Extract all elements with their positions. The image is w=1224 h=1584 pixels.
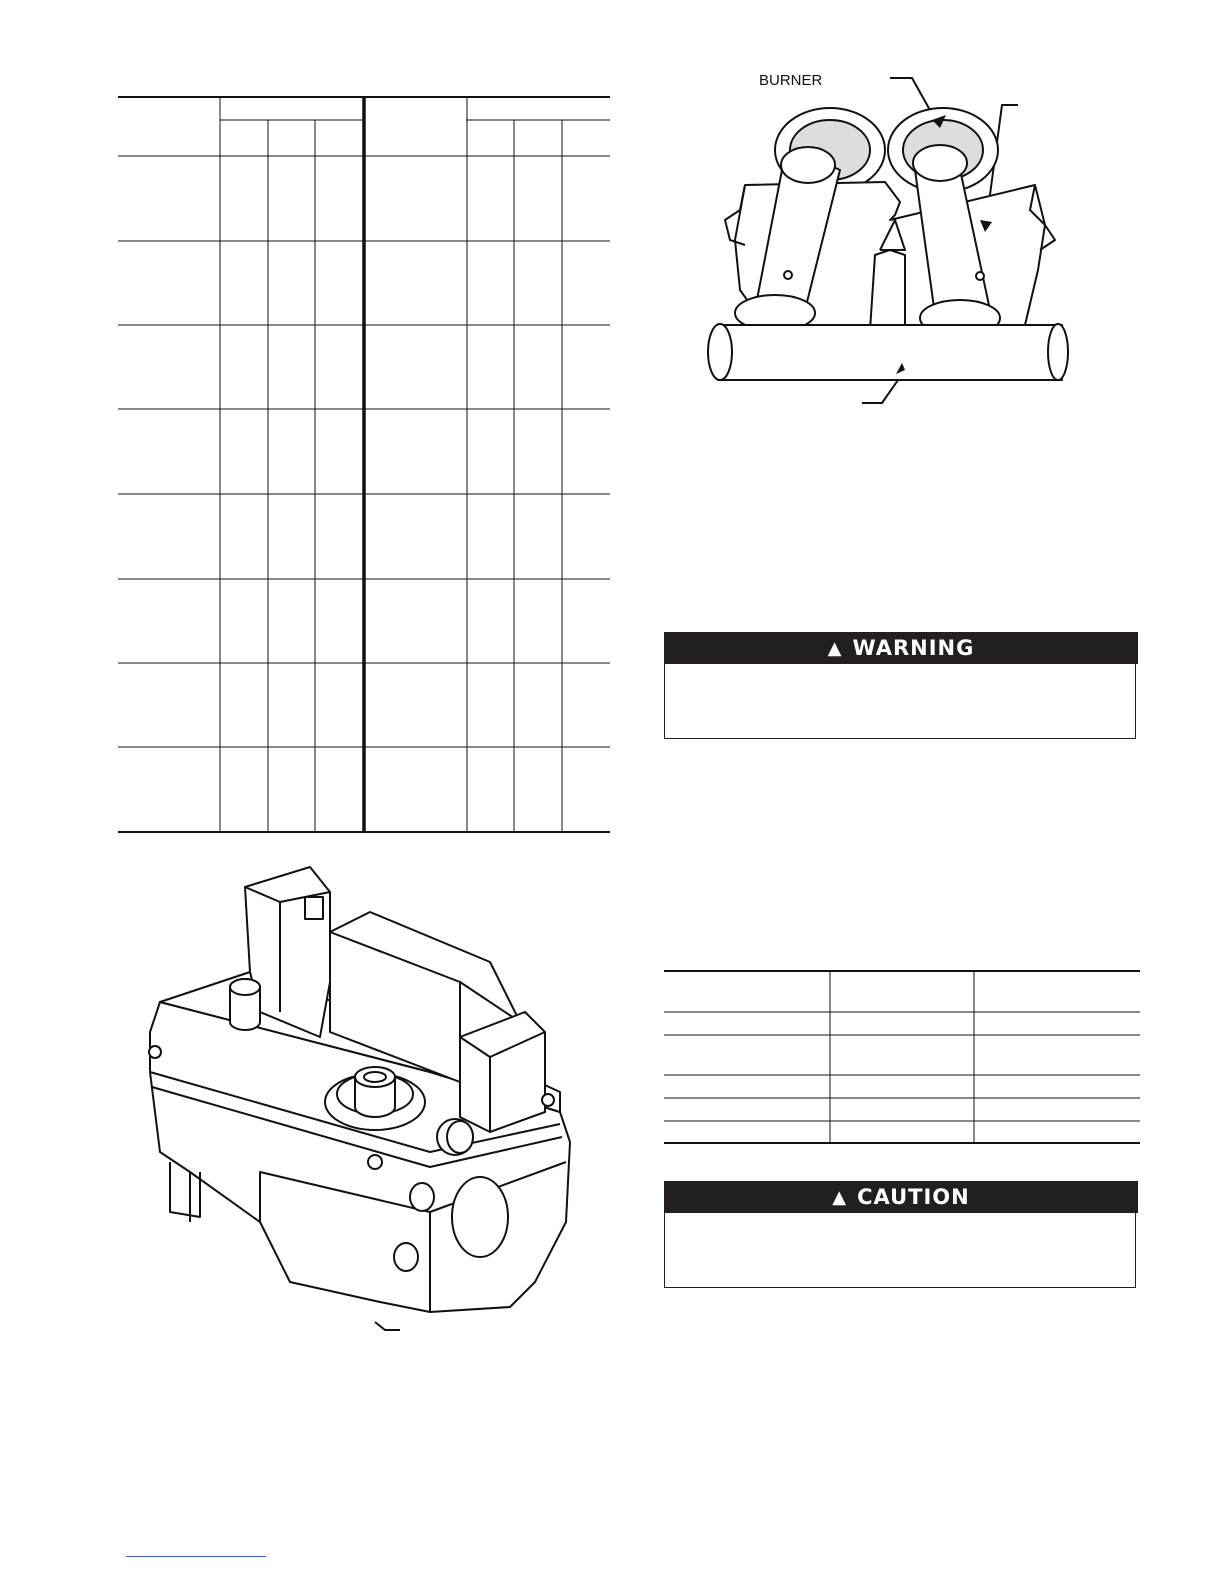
burner-label: BURNER xyxy=(759,72,823,89)
caution-title: CAUTION xyxy=(857,1185,970,1209)
warning-box xyxy=(664,662,1136,739)
warning-banner xyxy=(664,632,1138,664)
warning-triangle-icon: ▲ xyxy=(827,637,843,659)
footer-link[interactable] xyxy=(126,1556,266,1557)
gas-valve-illustration xyxy=(130,862,580,1332)
warning-title: WARNING xyxy=(852,636,975,660)
caution-banner xyxy=(664,1181,1138,1213)
caution-triangle-icon: ▲ xyxy=(832,1186,848,1208)
orifice-table xyxy=(118,96,612,836)
caution-box xyxy=(664,1211,1136,1288)
specification-table xyxy=(664,968,1142,1148)
burner-assembly-illustration xyxy=(700,70,1080,415)
